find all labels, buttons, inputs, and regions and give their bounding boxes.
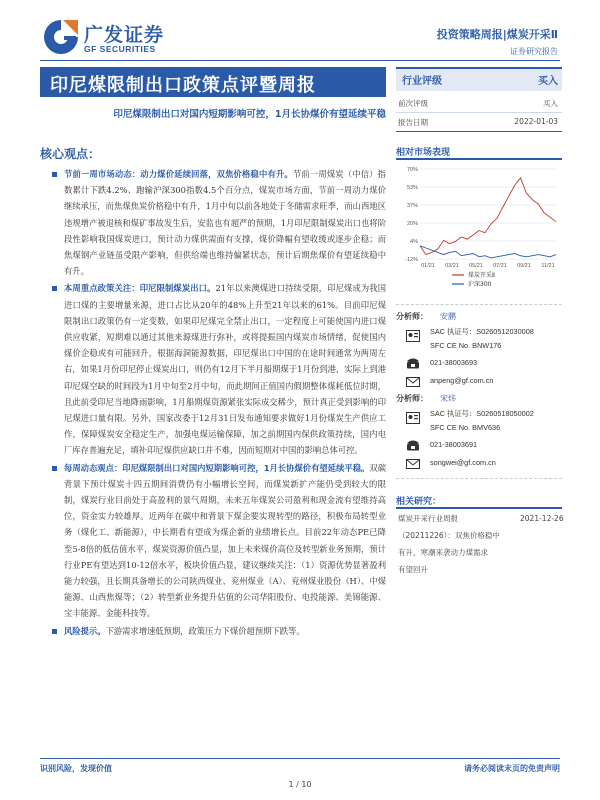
x-tick-label: 05/21 bbox=[469, 263, 483, 269]
core-view-heading: 核心观点： bbox=[40, 147, 101, 161]
chart-title-rule bbox=[396, 158, 562, 160]
id-card-icon bbox=[406, 330, 420, 342]
report-date-label: 报告日期 bbox=[398, 118, 428, 127]
analyst-label: 分析师： bbox=[396, 394, 428, 403]
core-paragraph-1 bbox=[52, 166, 386, 279]
analyst-section-bottom-rule bbox=[396, 478, 562, 479]
phone-icon bbox=[406, 439, 420, 451]
y-tick-label: -12% bbox=[405, 257, 418, 263]
email-icon bbox=[406, 458, 420, 470]
report-date-value: 2022-01-03 bbox=[514, 117, 558, 126]
footer-slogan: 识别风险，发现价值 bbox=[40, 764, 112, 773]
prev-rating-label: 前次评级 bbox=[398, 99, 428, 108]
report-title: 印尼煤限制出口政策点评暨周报 bbox=[50, 75, 316, 96]
analyst-name: 安鹏 bbox=[440, 312, 456, 321]
rating-divider bbox=[396, 112, 562, 113]
chart-title: 相对市场表现 bbox=[396, 148, 451, 158]
analyst-email[interactable]: songwei@gf.com.cn bbox=[430, 458, 496, 467]
y-tick-label: 53% bbox=[406, 185, 418, 191]
paragraph-text: 双碳背景下预计煤炭十四五期间消费仍有小幅增长空间，而煤炭新扩产能仍受到较大的限制，煤炭行业目前处于高盈利的景气周期，未来五年煤炭公司盈利和现金流有望维持高位，资金实力较雄厚。近两年在碳中和背景下煤企要实现转型的路径，积极布局转型业务（煤化工、新能源），中长期看有望成为煤企新的业绩增长点。目前22年动态PE已降至5-8倍的低估值水平，煤炭资源价值凸显，加上未来煤价高位及转型新业务预期，预计行业PE有望达到10-12倍水平，板块价值凸显，建议继续关注：（1）资源优势显著盈利能力较强，且长期具备增长的公司陕西煤业、兖州煤业（A）、兖州煤业股份（H）、中煤能源、山西焦煤等；（2）转型新业务提升估值的公司华阳股份、电投能源、美锦能源、宝丰能源、金能科技等。 bbox=[64, 462, 386, 619]
series-line-2 bbox=[420, 246, 556, 258]
page-number: 1 / 10 bbox=[288, 780, 312, 789]
analyst-sac-number: SAC 执证号：S0260512030008 bbox=[430, 327, 534, 336]
gf-logo-icon bbox=[40, 16, 82, 58]
bullet-icon bbox=[52, 466, 57, 471]
related-research-heading: 相关研究： bbox=[396, 497, 442, 507]
phone-icon bbox=[406, 357, 420, 369]
x-tick-label: 09/21 bbox=[517, 263, 531, 269]
core-paragraph-2 bbox=[52, 280, 386, 458]
bullet-icon bbox=[52, 629, 57, 634]
email-icon bbox=[406, 376, 420, 388]
analyst-label: 分析师： bbox=[396, 312, 428, 321]
report-subtitle: 印尼煤限制出口对国内短期影响可控，1月长协煤价有望延续平稳 bbox=[113, 109, 386, 120]
related-item-title[interactable]: 煤炭开采行业周报 bbox=[398, 514, 458, 523]
logo-chinese-text: 广发证券 bbox=[84, 24, 165, 46]
legend-label: 沪深300 bbox=[468, 281, 492, 288]
rating-label: 行业评级 bbox=[402, 76, 442, 87]
core-paragraph-4 bbox=[52, 623, 386, 639]
prev-rating-value: 买入 bbox=[543, 99, 558, 108]
legend-label: 煤炭开采Ⅱ bbox=[468, 272, 495, 279]
related-item-date: 2021-12-26 bbox=[520, 514, 564, 523]
related-item-desc: （20211226）：双焦价格稳中 bbox=[398, 531, 500, 540]
report-category: 投资策略周报|煤炭开采Ⅱ bbox=[436, 28, 558, 41]
related-research-rule bbox=[396, 507, 562, 509]
analyst-sac-number: SAC 执证号：S0260518050002 bbox=[430, 409, 534, 418]
rating-value: 买入 bbox=[538, 76, 558, 87]
paragraph-text: 下游需求增速低预期，政策压力下煤价超预期下跌等。 bbox=[105, 625, 305, 636]
related-item-desc: 有望回升 bbox=[398, 565, 428, 574]
header-divider bbox=[40, 60, 560, 61]
analyst-email[interactable]: anpeng@gf.com.cn bbox=[430, 376, 494, 385]
paragraph-lead: 节前一周市场动态：动力煤价延续回落，双焦价格稳中有升。 bbox=[64, 169, 293, 179]
series-line-1 bbox=[420, 178, 556, 255]
core-paragraph-3 bbox=[52, 460, 386, 622]
x-tick-label: 01/21 bbox=[421, 263, 435, 269]
footer-divider bbox=[40, 758, 560, 759]
x-tick-label: 07/21 bbox=[493, 263, 507, 269]
analyst-name: 宋炜 bbox=[440, 394, 456, 403]
y-tick-label: 70% bbox=[406, 167, 418, 173]
paragraph-lead: 本周重点政策关注：印尼限制煤炭出口。 bbox=[64, 283, 216, 294]
y-tick-label: 37% bbox=[406, 203, 418, 209]
analyst-phone: 021-38003691 bbox=[430, 440, 478, 449]
x-tick-label: 11/21 bbox=[541, 263, 555, 269]
related-item-desc: 有升，寒潮来袭动力煤需求 bbox=[398, 548, 488, 557]
id-card-icon bbox=[406, 412, 420, 424]
paragraph-lead: 风险提示。 bbox=[64, 625, 106, 636]
core-view-body bbox=[52, 166, 386, 640]
footer-disclaimer-note: 请务必阅读末页的免责声明 bbox=[464, 764, 560, 773]
logo-english-text: GF SECURITIES bbox=[84, 44, 156, 54]
analyst-phone: 021-38003693 bbox=[430, 358, 478, 367]
paragraph-text: 节前一周煤炭（中信）指数累计下跌4.2%、跑输沪深300指数4.5个百分点，煤炭市场方面，节前一周动力煤价继续承压，而焦煤焦炭价格稳中有升，1月中旬以前各地处于冬储需求旺季，而山西地区违规增产被退核和煤矿事故发生后，安监也有超严的预期，1月印尼限制煤炭出口也将阶段性影响我国煤炭进口，预计动力煤供需面有支撑，煤价降幅有望收缓或逐步企稳；而焦煤钢产业链虽受限产影响，但供给端也维持偏紧状态，预计后期焦煤价有望延续稳中有升。 bbox=[64, 169, 386, 277]
paragraph-lead: 每周动态观点：印尼煤限制出口对国内短期影响可控，1月长协煤价有望延续平稳。 bbox=[64, 462, 370, 473]
y-tick-label: 20% bbox=[406, 221, 418, 227]
report-type: 证券研究报告 bbox=[510, 47, 558, 56]
bullet-icon bbox=[52, 172, 57, 177]
analyst-section-rule bbox=[396, 304, 562, 305]
x-tick-label: 03/21 bbox=[445, 263, 459, 269]
analyst-sfc-number: SFC CE No. BNW176 bbox=[430, 341, 502, 350]
relative-performance-chart bbox=[396, 163, 562, 293]
rating-bottom-rule bbox=[396, 131, 562, 132]
bullet-icon bbox=[52, 286, 57, 291]
y-tick-label: 4% bbox=[410, 239, 418, 245]
analyst-sfc-number: SFC CE No. BMV636 bbox=[430, 423, 501, 432]
paragraph-text: 21年以来澳煤进口持续受限，印尼煤成为我国进口煤的主要增量来源，进口占比从20年的48%上升至21年以来的61%。目前印尼煤限制出口政策仍有一定变数，如果印尼煤完全禁止出口，一定程度上可能使国内进口煤供应收紧，短期难以通过其他来源煤进行弥补，或将提振国内煤炭市场情绪，促使国内煤价企稳或有可能回升，根据海洞能源数据，印尼煤出口中国的在途时间通常为两周左右，如果1月份印尼停止煤炭出口，则仍有12月下半月船期煤于1月份到港，实际上到港印尼煤空缺的时间段为1月中旬至2月中旬，而此期间正值国内假期整体煤耗低位时期，且此前受印尼当地降雨影响，1月船期煤资源紧张实际成交稀少，预计真正受到影响的印尼煤进口量有限。另外，国家改委于12月31日发布通知要求做好1月份煤炭生产供应工作，保障煤炭安全稳定生产，加强电煤运输保障，加之前期国内保供政策持续，国内电厂库存普遍充足，填补印尼煤供应缺口并不难，因而短期对中国的影响总体可控。 bbox=[64, 283, 386, 456]
